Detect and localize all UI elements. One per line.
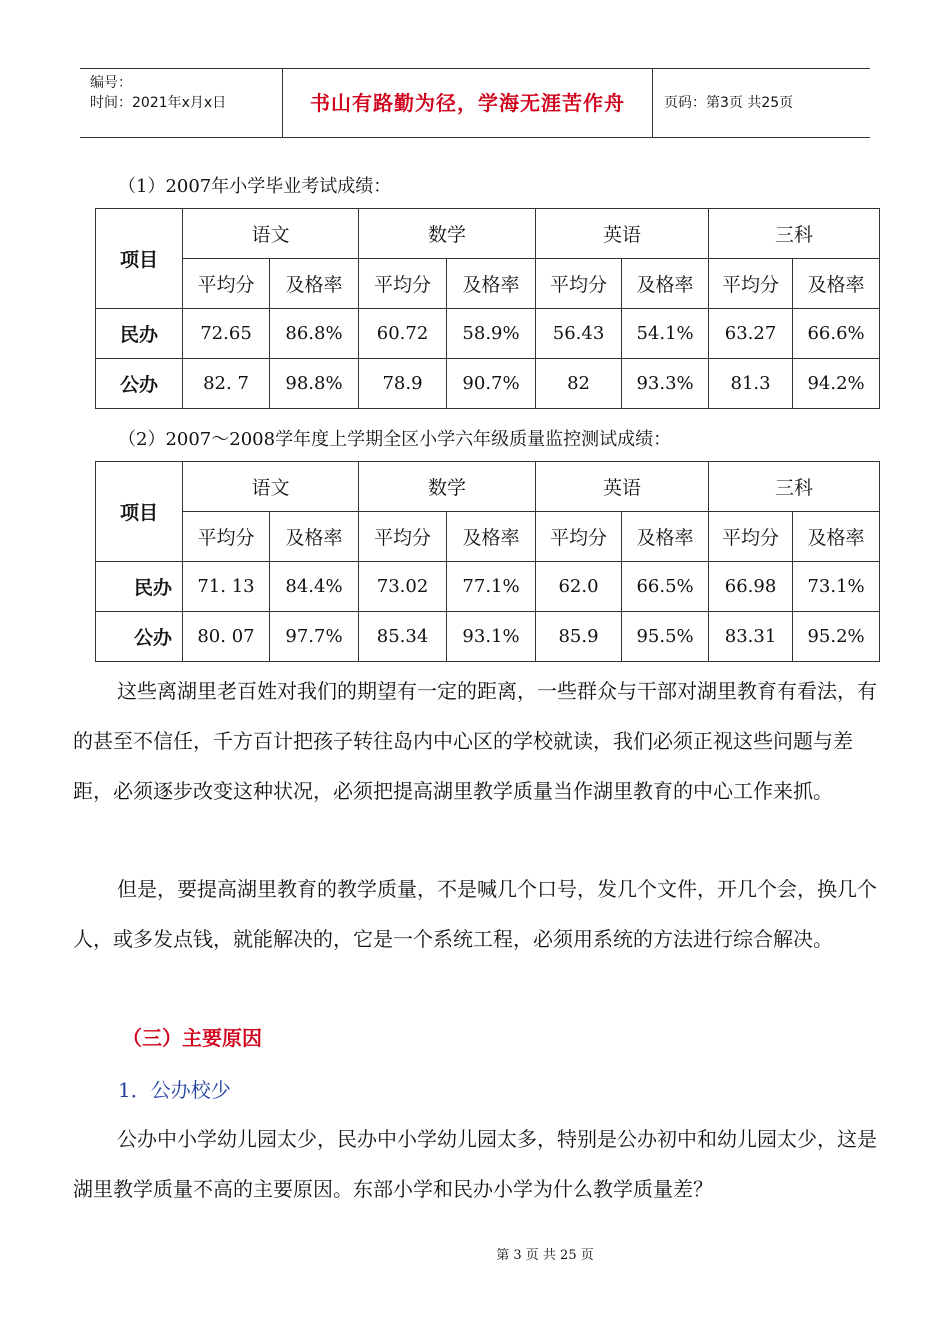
table-cell: 62.0 <box>536 562 622 612</box>
table-cell: 85.34 <box>359 612 447 662</box>
table-cell: 73.1% <box>793 562 880 612</box>
table-cell: 81.3 <box>709 359 793 409</box>
metric-header: 及格率 <box>622 259 709 309</box>
row-label: 民办 <box>96 309 183 359</box>
table-metric-row <box>96 259 880 309</box>
table-cell: 95.2% <box>793 612 880 662</box>
row-label: 公办 <box>96 359 183 409</box>
row-label: 民办 <box>96 562 183 612</box>
table-header-row <box>96 209 880 259</box>
header-motto: 书山有路勤为径，学海无涯苦作舟 <box>310 91 625 115</box>
metric-header: 及格率 <box>270 259 359 309</box>
table-cell: 58.9% <box>447 309 536 359</box>
metric-header: 平均分 <box>183 512 270 562</box>
table-metric-row <box>96 512 880 562</box>
table-cell: 66.98 <box>709 562 793 612</box>
project-header: 项目 <box>96 462 183 562</box>
table-cell: 80. 07 <box>183 612 270 662</box>
table-cell: 66.6% <box>793 309 880 359</box>
subject-header: 语文 <box>183 462 359 512</box>
table-cell: 71. 13 <box>183 562 270 612</box>
table-cell: 95.5% <box>622 612 709 662</box>
table-cell: 83.31 <box>709 612 793 662</box>
table-cell: 85.9 <box>536 612 622 662</box>
metric-header: 及格率 <box>622 512 709 562</box>
metric-header: 平均分 <box>359 512 447 562</box>
metric-header: 及格率 <box>447 512 536 562</box>
metric-header: 及格率 <box>270 512 359 562</box>
subject-header: 数学 <box>359 462 536 512</box>
table-row <box>96 612 880 662</box>
metric-header: 平均分 <box>709 512 793 562</box>
table-cell: 93.1% <box>447 612 536 662</box>
metric-header: 及格率 <box>447 259 536 309</box>
metric-header: 平均分 <box>359 259 447 309</box>
subject-header: 三科 <box>709 209 880 259</box>
table-cell: 97.7% <box>270 612 359 662</box>
metric-header: 及格率 <box>793 259 880 309</box>
table-cell: 82. 7 <box>183 359 270 409</box>
subject-header: 三科 <box>709 462 880 512</box>
subject-header: 英语 <box>536 209 709 259</box>
header-number: 编号： <box>90 75 132 91</box>
table-cell: 72.65 <box>183 309 270 359</box>
table-row <box>96 359 880 409</box>
body-paragraph: 公办中小学幼儿园太少，民办中小学幼儿园太多，特别是公办初中和幼儿园太少，这是湖里教学质量不高的主要原因。东部小学和民办小学为什么教学质量差？ <box>73 1127 877 1201</box>
table-cell: 78.9 <box>359 359 447 409</box>
row-label: 公办 <box>96 612 183 662</box>
header-divider <box>652 69 653 137</box>
body-paragraph: 这些离湖里老百姓对我们的期望有一定的距离，一些群众与干部对湖里教育有看法，有的甚至不信任，千方百计把孩子转往岛内中心区的学校就读，我们必须正视这些问题与差距，必须逐步改变这种状况，必须把提高湖里教学质量当作湖里教育的中心工作来抓。 <box>73 679 877 803</box>
table-cell: 84.4% <box>270 562 359 612</box>
metric-header: 平均分 <box>536 259 622 309</box>
table-cell: 98.8% <box>270 359 359 409</box>
section-heading: （三）主要原因 <box>122 1026 262 1050</box>
table2-scores <box>95 461 880 662</box>
project-header: 项目 <box>96 209 183 309</box>
subsection-heading: 1．公办校少 <box>118 1078 231 1102</box>
table1-caption: （1）2007年小学毕业考试成绩： <box>118 176 392 197</box>
table-row <box>96 309 880 359</box>
table2-caption: （2）2007～2008学年度上学期全区小学六年级质量监控测试成绩： <box>118 429 672 450</box>
metric-header: 平均分 <box>709 259 793 309</box>
table-cell: 93.3% <box>622 359 709 409</box>
table-cell: 77.1% <box>447 562 536 612</box>
table-cell: 54.1% <box>622 309 709 359</box>
metric-header: 及格率 <box>793 512 880 562</box>
body-paragraph: 但是，要提高湖里教育的教学质量，不是喊几个口号，发几个文件，开几个会，换几个人，或多发点钱，就能解决的，它是一个系统工程，必须用系统的方法进行综合解决。 <box>73 877 877 951</box>
page-footer: 第 3 页 共 25 页 <box>496 1248 594 1263</box>
header-time: 时间：2021年x月x日 <box>90 95 227 111</box>
table-header-row <box>96 462 880 512</box>
subject-header: 数学 <box>359 209 536 259</box>
metric-header: 平均分 <box>183 259 270 309</box>
table-cell: 86.8% <box>270 309 359 359</box>
page-header <box>80 68 870 138</box>
header-page-info: 页码：第3页 共25页 <box>664 95 794 111</box>
table-row <box>96 562 880 612</box>
table-cell: 82 <box>536 359 622 409</box>
header-meta <box>90 73 280 113</box>
table-cell: 60.72 <box>359 309 447 359</box>
table-cell: 90.7% <box>447 359 536 409</box>
table-cell: 66.5% <box>622 562 709 612</box>
metric-header: 平均分 <box>536 512 622 562</box>
table-cell: 73.02 <box>359 562 447 612</box>
subject-header: 英语 <box>536 462 709 512</box>
table-cell: 94.2% <box>793 359 880 409</box>
table-cell: 63.27 <box>709 309 793 359</box>
table-cell: 56.43 <box>536 309 622 359</box>
subject-header: 语文 <box>183 209 359 259</box>
table1-scores <box>95 208 880 409</box>
